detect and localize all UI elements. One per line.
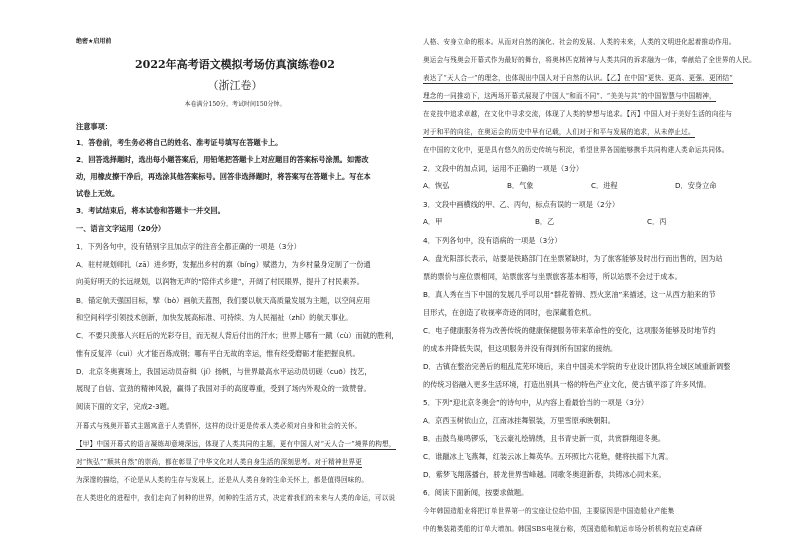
passage-line: 【甲】中国开幕式的语言凝练却意境深远，体现了人类共同的主题，更有中国人对“天人合一”境界的构想， xyxy=(76,440,396,448)
option-line: A．驻村规划师扎（zā）进乡野，发掘出乡村的禀（bǐng）赋潜力，为乡村量身定制了一份通 xyxy=(76,260,371,269)
option-line: 展现了自信、宣劲的精神风貌，赢得了我国对手的高度尊重，受到了场内外观众的一致赞誉。 xyxy=(76,384,371,393)
secret-mark: 绝密★启用前 xyxy=(76,38,112,45)
question-stem: 1．下列各句中，没有错别字且加点字的注音全都正确的一项是（3分） xyxy=(76,242,301,251)
passage-line: 在竞技中追求卓越，在文化中寻求交流，体现了人类的梦想与追求。【丙】中国人对于美好生活的向往与 xyxy=(423,110,733,118)
passage-line: 对“恢弘”“顺其自然”的崇尚，都在彰显了中华文化对人类自身生活的深刻思考。对于精神世界更 xyxy=(76,458,363,466)
option: A．恢弘 xyxy=(423,181,450,190)
option-line: C．电子健康服务将为改善传统的健康保健服务带来革命性的变化，这项服务能够及时地节约 xyxy=(423,326,716,335)
option-line: D．古镇在整治完善后的粗乱荒芜环境后，来自中国美术学院的专业设计团队将全域区域重新调整 xyxy=(423,362,731,371)
exam-subtitle: （浙江卷） xyxy=(207,79,263,92)
option-line: A．京西玉树依山立，江南冰挂舞银装，万里雪原承映朝阳。 xyxy=(423,416,615,425)
option-line: 向美好明天的长远规划，以润物无声的“陪伴式乡建”，开阔了村民眼界，提升了村民素养。 xyxy=(76,277,364,286)
option-line: D．紫梦飞翔落播台，骄龙世界雪峰越。同歌冬奥迎新春，共铸冰心同未来。 xyxy=(423,470,666,479)
option: C．进程 xyxy=(591,181,618,190)
option-line: B．击鼓鸟巢鸣锣乐，飞云豪礼绘锦绣，且书青史新一页，共赏群翔迎冬奥。 xyxy=(423,434,666,443)
notice-item: 试卷上无效。 xyxy=(76,189,120,198)
question-stem: 4．下列各句中，没有语病的一项是（3分） xyxy=(423,236,562,245)
passage-line: 理念的一同推动下，这两场开幕式展现了中国人“和而不同”、“美美与共”的中国智慧与中国精神， xyxy=(423,92,716,100)
passage-line: 为深邃的描绘，不论是从人类的生存与发展上，还是从人类自身的生命关怀上，都是值得回味的。 xyxy=(76,476,369,484)
option-line: 的成本并降低失误，但这项服务并没有得到所有国家的接纳。 xyxy=(423,344,618,353)
option: B．气象 xyxy=(507,181,534,190)
option-line: 惟有反复淬（cuì）火才能百炼成钢；哪有平白无故的幸运，惟有经受磨砺才能把握良机。 xyxy=(76,349,360,358)
passage-line: 开幕式与残奥开幕式主题寓意于人类情怀，这样的设计更是传承人类必须对自身和社会的关怀。 xyxy=(76,422,362,430)
passage-line: 在中国的文化中，更是具有悠久的历史传统与积淀，希望世界各国能够携手共同构建人类命运共同体。 xyxy=(423,146,729,154)
option-line: B．真人秀在当下中国的发展几乎可以用“群花着锦、烈火烹油”来描述，这一从西方舶来的节 xyxy=(423,290,716,299)
option-line: 目形式，在创造了收视率奇迹的同时，也深藏着危机。 xyxy=(423,308,596,317)
option-line: C．谁躐冰上飞燕舞，红装云冰上舞英华。五环照比六花艳，健将扶摇下九霄。 xyxy=(423,452,673,461)
option-line: 票的票价与座位票相同，站票旅客与坐票旅客基本相等，所以站票不会过于成本。 xyxy=(423,272,682,281)
option-line: C．不要只羡慕人兴旺后的光彩夺目，而无视人背后付出的汗水；世界上哪有一蹴（cù）而就的胜利， xyxy=(76,331,399,340)
notice-item: 3．考试结束后，将本试卷和答题卡一并交回。 xyxy=(76,206,225,215)
option: A．甲 xyxy=(423,217,443,226)
option-line: 和空间科学引领技术创新，加快发展高标准、可持续、为人民福祉（zhǐ）的航天事业。 xyxy=(76,313,353,322)
option-line: D．北京冬奥赛场上，我国运动员奋楫（jí）扬帆，与世界最高水平运动员切磋（cuō）技艺， xyxy=(76,367,372,376)
question-stem: 2．文段中的加点词，运用不正确的一项是（3分） xyxy=(423,164,584,173)
news-line: 今年韩国造船业将把订单世界第一的宝座让位给中国，主要原因是中国造船业产能集 xyxy=(423,507,675,515)
section-heading: 一、语言文字运用（20分） xyxy=(76,224,166,233)
notice-heading: 注意事项： xyxy=(76,122,112,131)
reading-instruction: 阅读下面的文字，完成2-3题。 xyxy=(76,402,174,411)
notice-item: 2．回答选择题时，选出每小题答案后，用铅笔把答题卡上对应题目的答案标号涂黑。如需改 xyxy=(76,155,369,164)
passage-line: 奥运会与残奥会开幕式作为最好的舞台，将奥林匹克精神与人类共同的诉求融为一体，奉献给了全世界的人民。 xyxy=(423,56,756,64)
passage-line: 表达了“天人合一”的理念，也体现出中国人对于自然的认识。【乙】在中国“更快、更高、更强、更团结” xyxy=(423,74,733,82)
question-stem: 5．下列“迎北京冬奥会”的诗句中，从内容上看最恰当的一项是（3分） xyxy=(423,398,649,407)
notice-item: 动，用橡皮擦干净后，再选涂其他答案标号。回答非选择题时，将答案写在答题卡上。写在本 xyxy=(76,172,371,181)
option: D．安身立命 xyxy=(675,181,717,190)
passage-line: 人格、安身立命的根本。从而对自然的演化、社会的发展、人类的未来，人类的文明进化起着推动作用。 xyxy=(423,38,736,46)
option-line: B．锚定航天强国目标，擘（bò）画航天蓝图，我们要以航天高质量发展为主题，以空间应用 xyxy=(76,296,371,305)
option-line: 的传统习俗融入更多生活环境，打造出别具一格的特色产业文化，使古镇平添了许多风情。 xyxy=(423,380,711,389)
question-stem: 6．阅读下面新闻，按要求做题。 xyxy=(423,488,529,497)
option-line: A．盘光阳部长表示，站要是铁路部门在坐票紧缺时，为了旅客能够及时出行而出售的，因为站 xyxy=(423,254,723,263)
question-stem: 3．文段中画横线的甲、乙、丙句，标点有误的一项是（2分） xyxy=(423,200,620,209)
news-line: 中的集装箱类船的订单大增加。韩国SBS电视台称，英国造船和航运市场分析机构克拉克森研 xyxy=(423,525,703,533)
option: B．乙 xyxy=(535,217,555,226)
option: C．丙 xyxy=(647,217,667,226)
score-time: 本卷满分150分，考试时间150分钟。 xyxy=(184,101,286,108)
passage-line: 对于和平的向往，在奥运会的历史中早有记载，人们对于和平与发展的追求，从未停止过。 xyxy=(423,128,695,136)
passage-line: 在人类进化的进程中，我们走向了何种的世界，何种的生活方式，决定着我们的未来与人类的命运，可以说 xyxy=(76,494,396,502)
notice-item: 1．答卷前，考生务必将自己的姓名、准考证号填写在答题卡上。 xyxy=(76,138,283,147)
exam-title: 2022年高考语文模拟考场仿真演练卷02 xyxy=(135,58,335,71)
